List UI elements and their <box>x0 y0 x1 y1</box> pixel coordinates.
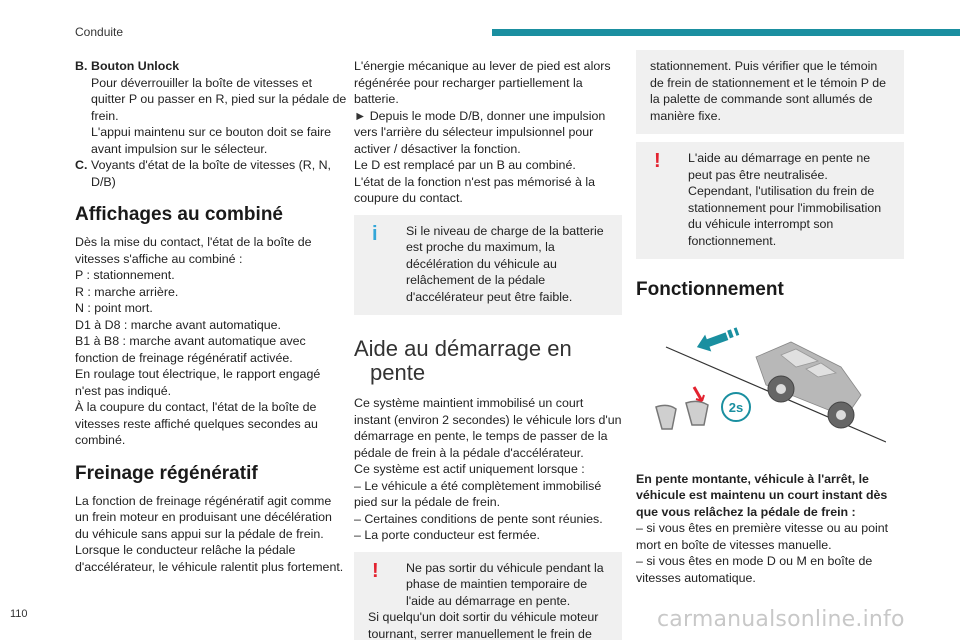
list-item: – si vous êtes en première vitesse ou au point mort en boîte de vitesses manuelle. <box>636 521 889 552</box>
header-title: Conduite <box>75 25 124 39</box>
info-icon: i <box>372 222 378 245</box>
heading-line: Aide au démarrage en <box>354 336 572 361</box>
warning-note-continued <box>636 50 904 134</box>
item-key: C. <box>75 158 88 172</box>
list-item: – La porte conducteur est fermée. <box>354 528 540 542</box>
note-text: Si quelqu'un doit sortir du véhicule moteur tournant, serrer manuellement le frein de <box>368 610 599 640</box>
text-line: P : stationnement. <box>75 268 175 282</box>
text-line: N : point mort. <box>75 301 153 315</box>
heading-affichages: Affichages au combiné <box>75 204 283 225</box>
heading-fonctionnement: Fonctionnement <box>636 279 784 300</box>
text-line: B1 à B8 : marche avant automatique avec fonction de freinage régénératif activée. <box>75 334 306 365</box>
item-c-text: Voyants d'état de la boîte de vitesses (R, N, D/B) <box>91 158 331 189</box>
paragraph-bold: En pente montante, véhicule à l'arrêt, le véhicule est maintenu un court instant dès que vous relâchez la pédale de frein : <box>636 471 888 519</box>
item-b-text: Pour déverrouiller la boîte de vitesses et quitter P ou passer en R, pied sur la pédale de frein. <box>91 75 347 123</box>
heading-freinage: Freinage régénératif <box>75 462 258 484</box>
header-accent-bar <box>492 29 960 36</box>
note-text: Ne pas sortir du véhicule pendant la phase de maintien temporaire de l'aide au démarrage en pente. <box>406 560 604 608</box>
column-3 <box>636 58 904 586</box>
list-item: – Certaines conditions de pente sont réunies. <box>354 511 603 526</box>
item-b-text: L'appui maintenu sur ce bouton doit se faire avant impulsion sur le sélecteur. <box>91 125 332 156</box>
list-item: – si vous êtes en mode D ou M en boîte de vitesses automatique. <box>636 554 873 585</box>
paragraph-with-arrow <box>354 108 622 158</box>
arrow-right-icon: ► <box>354 108 367 123</box>
paragraph: Ce système maintient immobilisé un court instant (environ 2 secondes) le véhicule lors d'un démarrage en pente, le temps de passer de la pédale de frein à la pédale d'accélérateur. <box>354 396 622 460</box>
warning-note <box>636 142 904 259</box>
paragraph: L'état de la fonction n'est pas mémorisé à la coupure du contact. <box>354 174 595 205</box>
warning-icon: ! <box>372 559 379 582</box>
list-item-c <box>75 157 347 190</box>
paragraph: Ce système est actif uniquement lorsque : <box>354 462 585 476</box>
note-text: Si le niveau de charge de la batterie est proche du maximum, la décélération du véhicule au relâchement de la pédale d'accélérateur peut être faible. <box>406 223 604 304</box>
timer-label: 2s <box>728 400 744 415</box>
paragraph: L'énergie mécanique au lever de pied est alors régénérée pour recharger partiellement la batterie. <box>354 59 611 106</box>
paragraph: À la coupure du contact, l'état de la boîte de vitesses reste affiché quelques secondes au combiné. <box>75 400 318 447</box>
item-b-title: Bouton Unlock <box>91 59 180 73</box>
note-text: stationnement. Puis vérifier que le témoin de frein de stationnement et le témoin P de la palette de commande sont allumés de manière fixe. <box>650 59 887 123</box>
hill-start-illustration <box>646 317 886 452</box>
warning-icon: ! <box>654 150 661 172</box>
paragraph-text: Depuis le mode D/B, donner une impulsion vers l'arrière du sélecteur impulsionnel pour activer / désactiver la fonction. <box>354 108 606 156</box>
column-2 <box>354 58 622 640</box>
warning-note <box>354 552 622 640</box>
heading-aide-demarrage <box>354 337 622 385</box>
column-1 <box>75 58 347 575</box>
list-item: – Le véhicule a été complètement immobilisé pied sur la pédale de frein. <box>354 478 602 509</box>
paragraph: Le D est remplacé par un B au combiné. <box>354 158 576 172</box>
item-key: B. <box>75 59 88 73</box>
paragraph: La fonction de freinage régénératif agit comme un frein moteur en produisant une décélération du véhicule sans appui sur la pédale de frein. Lorsque le conducteur relâche la pédale d'accélérateur, le véhicule ralentit plus fortement. <box>75 493 344 574</box>
list-item-b <box>75 58 347 157</box>
text-line: R : marche arrière. <box>75 284 179 299</box>
paragraph: Dès la mise du contact, l'état de la boîte de vitesses s'affiche au combiné : <box>75 235 312 266</box>
paragraph: En roulage tout électrique, le rapport engagé n'est pas indiqué. <box>75 367 321 398</box>
watermark: carmanualsonline.info <box>657 607 905 632</box>
info-note <box>354 215 622 316</box>
heading-line: pente <box>370 360 426 385</box>
note-text: L'aide au démarrage en pente ne peut pas être neutralisée. Cependant, l'utilisation du frein de stationnement pour l'immobilisation du véhicule interrompt son fonctionnement. <box>688 151 882 248</box>
text-line: D1 à D8 : marche avant automatique. <box>75 317 281 332</box>
page-number: 110 <box>10 608 28 620</box>
